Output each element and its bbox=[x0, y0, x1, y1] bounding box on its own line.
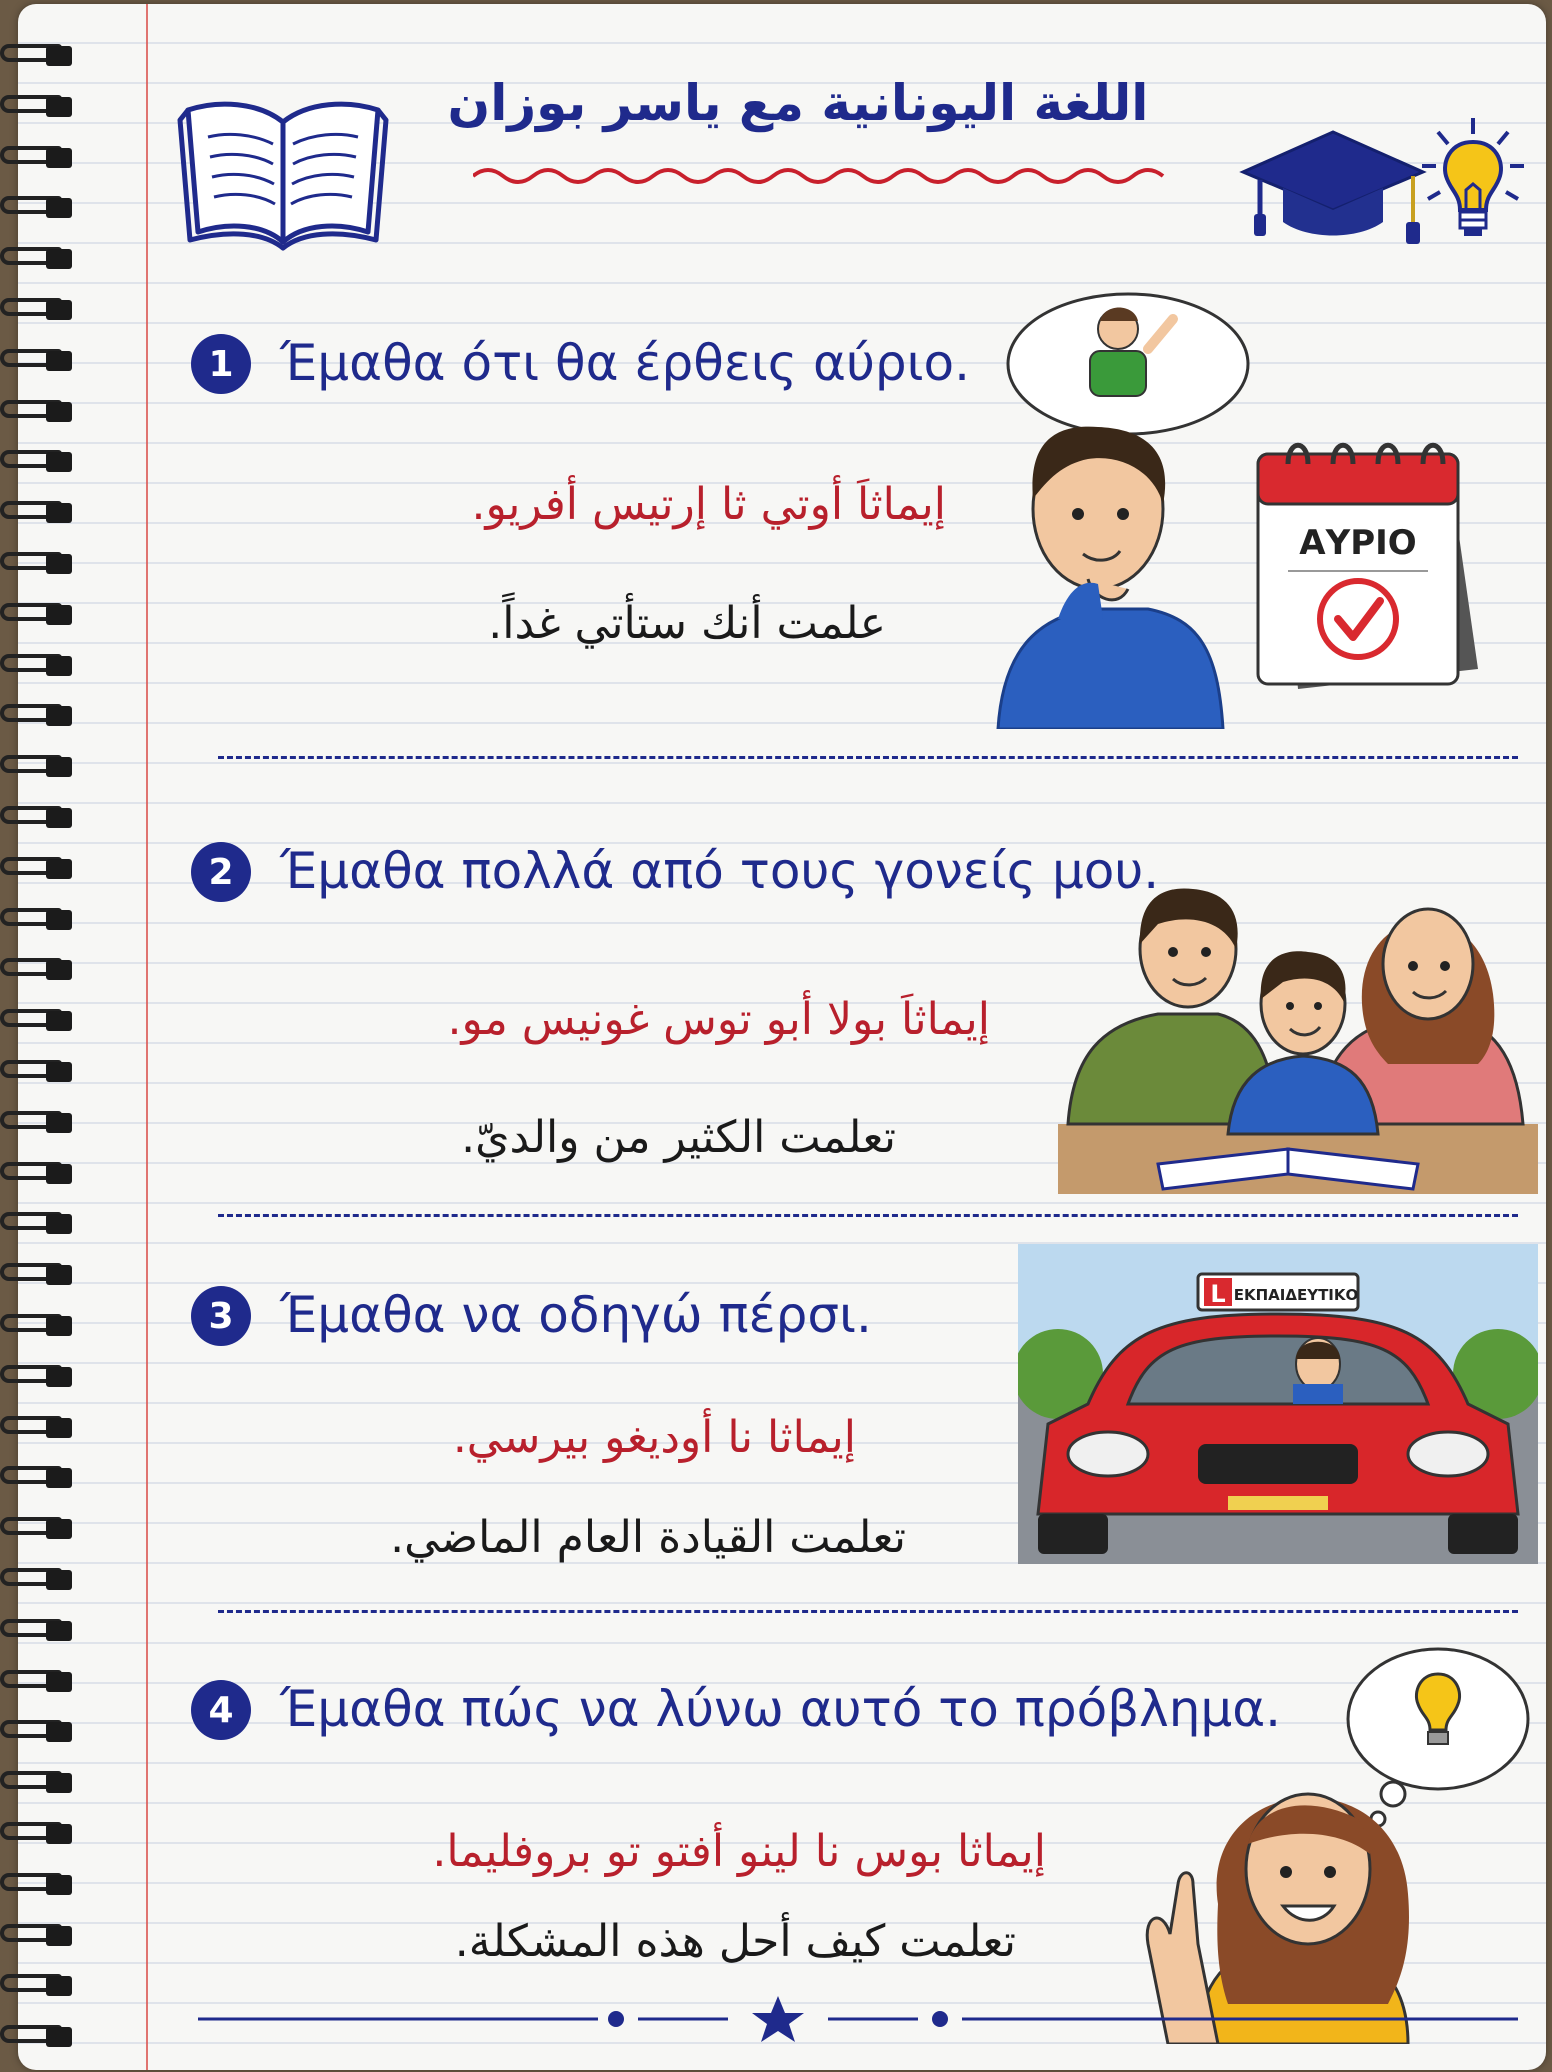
spiral-binding bbox=[0, 40, 80, 2060]
spiral-ring bbox=[0, 1666, 82, 1696]
open-book-icon bbox=[168, 82, 398, 252]
spiral-ring bbox=[0, 751, 82, 781]
spiral-ring bbox=[0, 1158, 82, 1188]
spiral-ring bbox=[0, 345, 82, 375]
spiral-ring bbox=[0, 1564, 82, 1594]
greek-sentence: Έμαθα πώς να λύνω αυτό το πρόβλημα. bbox=[280, 1680, 1282, 1738]
spiral-ring bbox=[0, 294, 82, 324]
spiral-ring bbox=[0, 802, 82, 832]
thinking-man-calendar-illustration bbox=[978, 289, 1538, 729]
learner-car-illustration bbox=[1018, 1244, 1538, 1564]
arabic-translation: تعلمت الكثير من والديّ. bbox=[461, 1112, 896, 1163]
spiral-ring bbox=[0, 650, 82, 680]
car-sign-letter: L bbox=[1210, 1280, 1226, 1308]
lesson-number-badge: 3 bbox=[191, 1286, 251, 1346]
section-divider bbox=[218, 1214, 1518, 1217]
title-underline-wave bbox=[473, 164, 1173, 188]
spiral-ring bbox=[0, 548, 82, 578]
spiral-ring bbox=[0, 1259, 82, 1289]
spiral-ring bbox=[0, 1970, 82, 2000]
star-icon bbox=[752, 1996, 804, 2042]
spiral-ring bbox=[0, 1412, 82, 1442]
spiral-ring bbox=[0, 2021, 82, 2051]
spiral-ring bbox=[0, 142, 82, 172]
section-divider bbox=[218, 1610, 1518, 1613]
spiral-ring bbox=[0, 1615, 82, 1645]
lesson-number-badge: 2 bbox=[191, 842, 251, 902]
arabic-translation: تعلمت كيف أحل هذه المشكلة. bbox=[454, 1916, 1016, 1967]
margin-line bbox=[146, 4, 148, 2070]
spiral-ring bbox=[0, 1920, 82, 1950]
spiral-ring bbox=[0, 599, 82, 629]
woman-idea-illustration bbox=[1108, 1644, 1538, 2044]
lesson-number-badge: 1 bbox=[191, 334, 251, 394]
greek-sentence: Έμαθα πολλά από τους γονείς μου. bbox=[280, 842, 1160, 900]
spiral-ring bbox=[0, 1056, 82, 1086]
car-sign-text: ΕΚΠΑΙΔΕΥΤΙΚΟ bbox=[1233, 1286, 1359, 1304]
spiral-ring bbox=[0, 40, 82, 70]
spiral-ring bbox=[0, 497, 82, 527]
spiral-ring bbox=[0, 954, 82, 984]
spiral-ring bbox=[0, 1107, 82, 1137]
lesson-number-badge: 4 bbox=[191, 1680, 251, 1740]
spiral-ring bbox=[0, 396, 82, 426]
spiral-ring bbox=[0, 446, 82, 476]
arabic-translation: تعلمت القيادة العام الماضي. bbox=[390, 1512, 906, 1563]
spiral-ring bbox=[0, 700, 82, 730]
spiral-ring bbox=[0, 1208, 82, 1238]
light-bulb-icon bbox=[1418, 114, 1528, 254]
spiral-ring bbox=[0, 1767, 82, 1797]
spiral-ring bbox=[0, 192, 82, 222]
family-reading-book-illustration bbox=[1058, 864, 1538, 1194]
spiral-ring bbox=[0, 1513, 82, 1543]
spiral-ring bbox=[0, 1310, 82, 1340]
greek-sentence: Έμαθα ότι θα έρθεις αύριο. bbox=[280, 334, 971, 392]
spiral-ring bbox=[0, 1818, 82, 1848]
spiral-ring bbox=[0, 904, 82, 934]
spiral-ring bbox=[0, 243, 82, 273]
section-divider bbox=[218, 756, 1518, 759]
footer-ornament bbox=[198, 1994, 1518, 2044]
greek-sentence: Έμαθα να οδηγώ πέρσι. bbox=[280, 1286, 872, 1344]
spiral-ring bbox=[0, 1361, 82, 1391]
spiral-ring bbox=[0, 1716, 82, 1746]
transliteration: إيماثاَ أوتي ثا إرتيس أفريو. bbox=[471, 479, 946, 530]
spiral-ring bbox=[0, 1462, 82, 1492]
transliteration: إيماثا بوس نا لينو أفتو تو بروفليما. bbox=[432, 1826, 1046, 1877]
transliteration: إيماثاَ بولا أبو توس غونيس مو. bbox=[447, 994, 990, 1045]
transliteration: إيماثا نا أوديغو بيرسي. bbox=[452, 1412, 856, 1463]
graduation-cap-icon bbox=[1238, 122, 1428, 252]
calendar-label: ΑΥΡΙΟ bbox=[1299, 523, 1417, 563]
spiral-ring bbox=[0, 91, 82, 121]
notebook-page bbox=[18, 4, 1546, 2070]
spiral-ring bbox=[0, 1005, 82, 1035]
page-title: اللغة اليونانية مع ياسر بوزان bbox=[447, 74, 1149, 132]
arabic-translation: علمت أنك ستأتي غداً. bbox=[488, 598, 886, 649]
spiral-ring bbox=[0, 853, 82, 883]
spiral-ring bbox=[0, 1869, 82, 1899]
